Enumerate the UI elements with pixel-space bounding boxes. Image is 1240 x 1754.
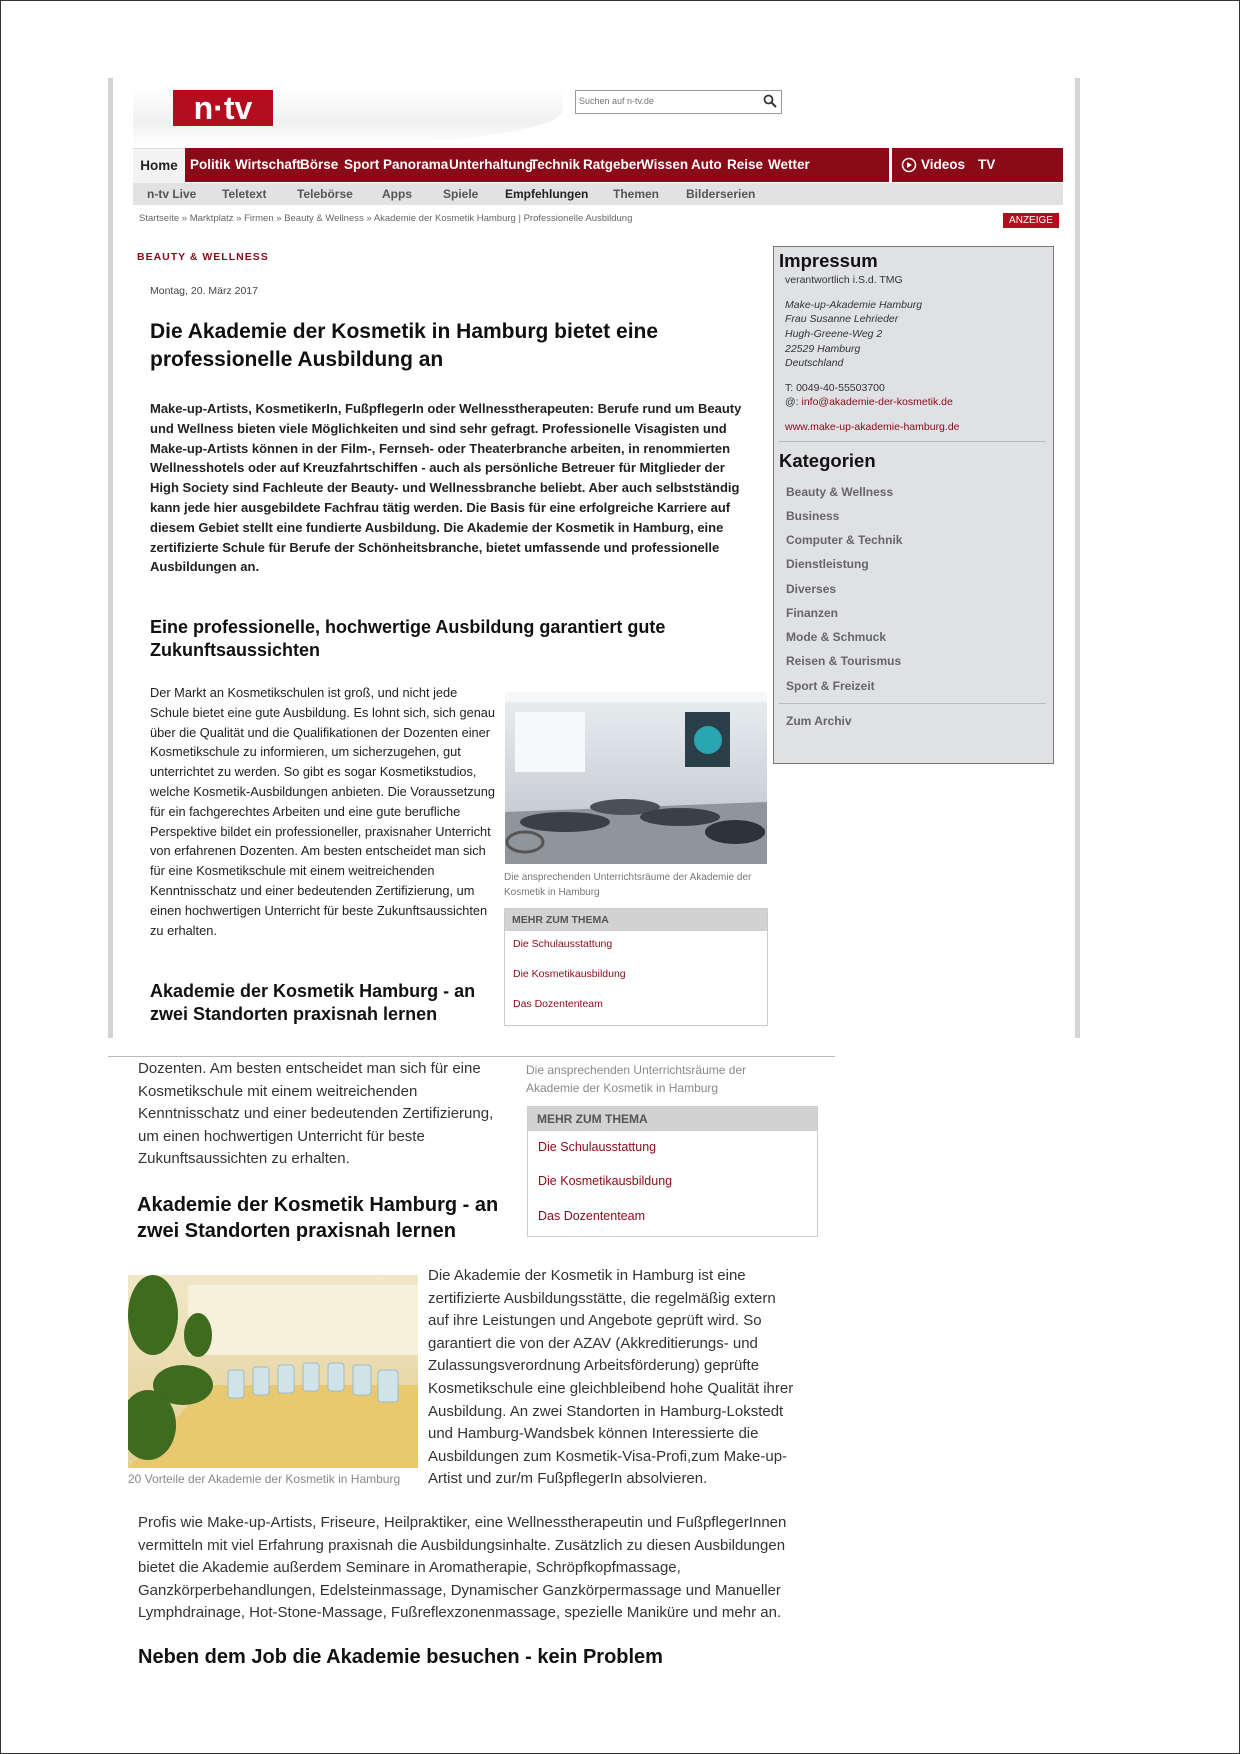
nav-tv[interactable]: TV bbox=[978, 157, 996, 172]
svg-text:n·tv: n·tv bbox=[193, 90, 253, 126]
nav-reise[interactable]: Reise bbox=[727, 157, 764, 172]
nav-videos[interactable]: Videos bbox=[921, 157, 966, 172]
nav-home[interactable]: Home bbox=[133, 148, 185, 183]
search-box[interactable] bbox=[575, 90, 782, 114]
related-box bbox=[504, 908, 768, 1026]
nav-politik[interactable]: Politik bbox=[190, 157, 231, 172]
impressum-phone: T: 0049-40-55503700 bbox=[785, 382, 885, 394]
archiv-link[interactable]: Zum Archiv bbox=[786, 714, 852, 728]
breadcrumb[interactable]: Startseite » Marktplatz » Firmen » Beauty & Wellness » Akademie der Kosmetik Hamburg | Professionelle Ausbildung bbox=[139, 213, 633, 224]
kategorie-dienstleistung[interactable]: Dienstleistung bbox=[786, 557, 869, 571]
zoom-divider bbox=[108, 1056, 835, 1057]
subnav-themen[interactable]: Themen bbox=[613, 187, 660, 201]
article-body-1: Der Markt an Kosmetikschulen ist groß, und nicht jede Schule bietet eine gute Ausbildung. Es lohnt sich, sich genau über die Qualität und die Qualifikationen der Dozenten einer Kosmetikschule zu informieren, um sicherzugehen, gut unterrichtet zu werden. So gibt es sogar Kosmetikstudios, welche Kosmetik-Ausbildungen anbieten. Die Voraussetzung für ein fachgerechtes Arbeiten und eine gute berufliche Perspektive bildet ein professioneller, praxisnaher Unterricht von erfahrenen Dozenten. Am besten entscheidet man sich für eine Kosmetikschule mit einem weitreichenden Kenntnisschatz und einer bedeutenden Zertifizierung, um einen hochwertigen Unterricht für beste Zukunftsaussichten zu erhalten. bbox=[150, 685, 496, 938]
zoom-related-link-kosmetikausbildung[interactable]: Die Kosmetikausbildung bbox=[538, 1174, 673, 1188]
impressum-title: Impressum bbox=[779, 250, 878, 271]
nav-wetter[interactable]: Wetter bbox=[768, 157, 810, 172]
sidebar-divider bbox=[779, 703, 1046, 704]
classroom-photo[interactable] bbox=[505, 692, 767, 864]
impressum-verantwortlich: verantwortlich i.S.d. TMG bbox=[785, 274, 903, 286]
kategorie-diverses[interactable]: Diverses bbox=[786, 582, 837, 596]
kategorien-title: Kategorien bbox=[779, 450, 876, 471]
impressum-email-link[interactable]: info@akademie-der-kosmetik.de bbox=[801, 396, 953, 408]
zoom-body-top: Dozenten. Am besten entscheidet man sich für eine Kosmetikschule mit einem weitreichenden Kenntnisschatz und einer bedeutenden Zertifizierung, um einen hochwertigen Unterricht für beste Zukunftsaussichten zu erhalten. bbox=[138, 1060, 494, 1168]
section-label[interactable]: BEAUTY & WELLNESS bbox=[137, 251, 269, 263]
subnav-teletext[interactable]: Teletext bbox=[222, 187, 267, 201]
sidebar bbox=[773, 246, 1054, 764]
zoom-related-link-dozententeam[interactable]: Das Dozententeam bbox=[538, 1209, 646, 1223]
sub-nav bbox=[133, 183, 1063, 205]
zoom-related-link-schulausstattung[interactable]: Die Schulausstattung bbox=[538, 1140, 657, 1154]
sidebar-divider bbox=[779, 441, 1046, 442]
subnav-teleboerse[interactable]: Telebörse bbox=[297, 187, 353, 201]
nav-boerse[interactable]: Börse bbox=[300, 157, 339, 172]
kategorie-computer-technik[interactable]: Computer & Technik bbox=[786, 533, 903, 547]
subnav-bilderserien[interactable]: Bilderserien bbox=[686, 187, 756, 201]
related-link-schulausstattung[interactable]: Die Schulausstattung bbox=[513, 938, 613, 950]
ntv-logo[interactable] bbox=[173, 84, 273, 132]
subnav-apps[interactable]: Apps bbox=[382, 187, 412, 201]
nav-divider bbox=[889, 148, 892, 182]
address-line: Make-up-Akademie Hamburg bbox=[785, 299, 923, 311]
email-prefix: @: bbox=[785, 396, 799, 408]
nav-unterhaltung[interactable]: Unterhaltung bbox=[449, 157, 533, 172]
related-box-title: MEHR ZUM THEMA bbox=[505, 909, 767, 931]
article-lead: Make-up-Artists, KosmetikerIn, FußpflegerIn oder Wellnesstherapeuten: Berufe rund um Beauty und Wellness bieten viele Möglichkeiten und sind sehr gefragt. Professionelle Visagisten und Make-up-Artists können in der Film-, Fernseh- oder Theaterbranche arbeiten, in renommierten Wellnesshotels oder auf Kreuzfahrtschiffen - auch als persönliche Betreuer für Mitglieder der High Society sind Fachleute der Beauty- und Wellnessbranche beliebt. Aber auch selbstständig kann jede hier ausgebildete Fachfrau tätig werden. Die Basis für eine erfolgreiche Karriere auf diesem Gebiet stellt eine fundierte Ausbildung. Die Akademie der Kosmetik in Hamburg, eine zertifizierte Schule für Berufe der Schönheitsbranche, bietet umfassende und professionelle Ausbildungen an. bbox=[150, 401, 742, 575]
zoom-body-profis: Profis wie Make-up-Artists, Friseure, Heilpraktiker, eine Wellnesstherapeutin und FußpflegerInnen vermitteln mit viel Erfahrung praxisnah die Ausbildungsinhalte. Zusätzlich zu diesen Ausbildungen bietet die Akademie außerdem Seminare in Aromatherapie, Schröpfkopfmassage, Ganzkörperbehandlungen, Edelsteinmassage, Dynamischer Ganzkörpermassage und Manueller Lymphdrainage, Hot-Stone-Massage, Fußreflexzonenmassage, spezielle Maniküre und mehr an. bbox=[138, 1514, 787, 1622]
treatment-room-photo[interactable] bbox=[128, 1275, 418, 1468]
subheading-ausbildung: Eine professionelle, hochwertige Ausbildung garantiert gute Zukunftsaussichten bbox=[150, 617, 666, 660]
nav-auto[interactable]: Auto bbox=[691, 157, 722, 172]
address-line: Deutschland bbox=[785, 357, 844, 369]
subheading-standorte: Akademie der Kosmetik Hamburg - an zwei Standorten praxisnah lernen bbox=[150, 981, 476, 1024]
subnav-spiele[interactable]: Spiele bbox=[443, 187, 479, 201]
search-icon[interactable] bbox=[763, 94, 777, 108]
nav-technik[interactable]: Technik bbox=[530, 157, 581, 172]
kategorie-business[interactable]: Business bbox=[786, 509, 840, 523]
main-nav bbox=[133, 148, 1063, 182]
zoom-photo2-caption: 20 Vorteile der Akademie der Kosmetik in Hamburg bbox=[128, 1472, 401, 1486]
article-date: Montag, 20. März 2017 bbox=[150, 285, 258, 297]
zoom-related-box bbox=[527, 1106, 818, 1237]
address-line: 22529 Hamburg bbox=[785, 343, 861, 355]
nav-ratgeber[interactable]: Ratgeber bbox=[583, 157, 642, 172]
address-line: Frau Susanne Lehrieder bbox=[785, 313, 899, 325]
nav-wirtschaft[interactable]: Wirtschaft bbox=[235, 157, 301, 172]
subnav-empfehlungen[interactable]: Empfehlungen bbox=[505, 187, 589, 201]
video-play-icon[interactable] bbox=[901, 157, 917, 173]
zoom-photo-caption: Die ansprechenden Unterrichtsräume der Akademie der Kosmetik in Hamburg bbox=[526, 1063, 747, 1095]
nav-sport[interactable]: Sport bbox=[344, 157, 380, 172]
zoom-subheading-standorte: Akademie der Kosmetik Hamburg - an zwei Standorten praxisnah lernen bbox=[137, 1194, 499, 1242]
kategorie-finanzen[interactable]: Finanzen bbox=[786, 606, 839, 620]
kategorie-beauty-wellness[interactable]: Beauty & Wellness bbox=[786, 485, 894, 499]
kategorie-mode-schmuck[interactable]: Mode & Schmuck bbox=[786, 630, 887, 644]
subnav-ntv-live[interactable]: n-tv Live bbox=[147, 187, 197, 201]
kategorie-reisen-tourismus[interactable]: Reisen & Tourismus bbox=[786, 654, 902, 668]
photo-caption: Die ansprechenden Unterrichtsräume der Akademie der Kosmetik in Hamburg bbox=[504, 872, 752, 898]
anzeige-badge: ANZEIGE bbox=[1003, 213, 1059, 228]
related-link-kosmetikausbildung[interactable]: Die Kosmetikausbildung bbox=[513, 968, 626, 980]
impressum-email-row bbox=[785, 396, 953, 408]
zoom-related-box-title: MEHR ZUM THEMA bbox=[528, 1107, 817, 1131]
zoom-body-standorte: Die Akademie der Kosmetik in Hamburg ist eine zertifizierte Ausbildungsstätte, die regelmäßig extern auf ihre Leistungen und Angebote geprüft wird. So garantiert die von der AZAV (Akkreditierungs- und Zulassungsverordnung Arbeitsförderung) geprüfte Kosmetikschule eine gleichbleibend hohe Qualität ihrer Ausbildung. An zwei Standorten in Hamburg-Lokstedt und Hamburg-Wandsbek können Interessierte die Ausbildungen zum Kosmetik-Visa-Profi,zum Make-up-Artist und zur/m FußpflegerIn absolvieren. bbox=[428, 1267, 794, 1488]
search-input[interactable] bbox=[576, 91, 749, 111]
ntv-screenshot bbox=[108, 78, 1080, 1038]
nav-panorama[interactable]: Panorama bbox=[383, 157, 449, 172]
address-line: Hugh-Greene-Weg 2 bbox=[785, 328, 883, 340]
impressum-website-link[interactable]: www.make-up-akademie-hamburg.de bbox=[785, 421, 960, 433]
zoom-subheading-job: Neben dem Job die Akademie besuchen - kein Problem bbox=[138, 1646, 663, 1668]
related-link-dozententeam[interactable]: Das Dozententeam bbox=[513, 998, 603, 1010]
kategorie-sport-freizeit[interactable]: Sport & Freizeit bbox=[786, 679, 875, 693]
nav-wissen[interactable]: Wissen bbox=[641, 157, 689, 172]
article-title: Die Akademie der Kosmetik in Hamburg bietet eine professionelle Ausbildung an bbox=[150, 320, 659, 371]
